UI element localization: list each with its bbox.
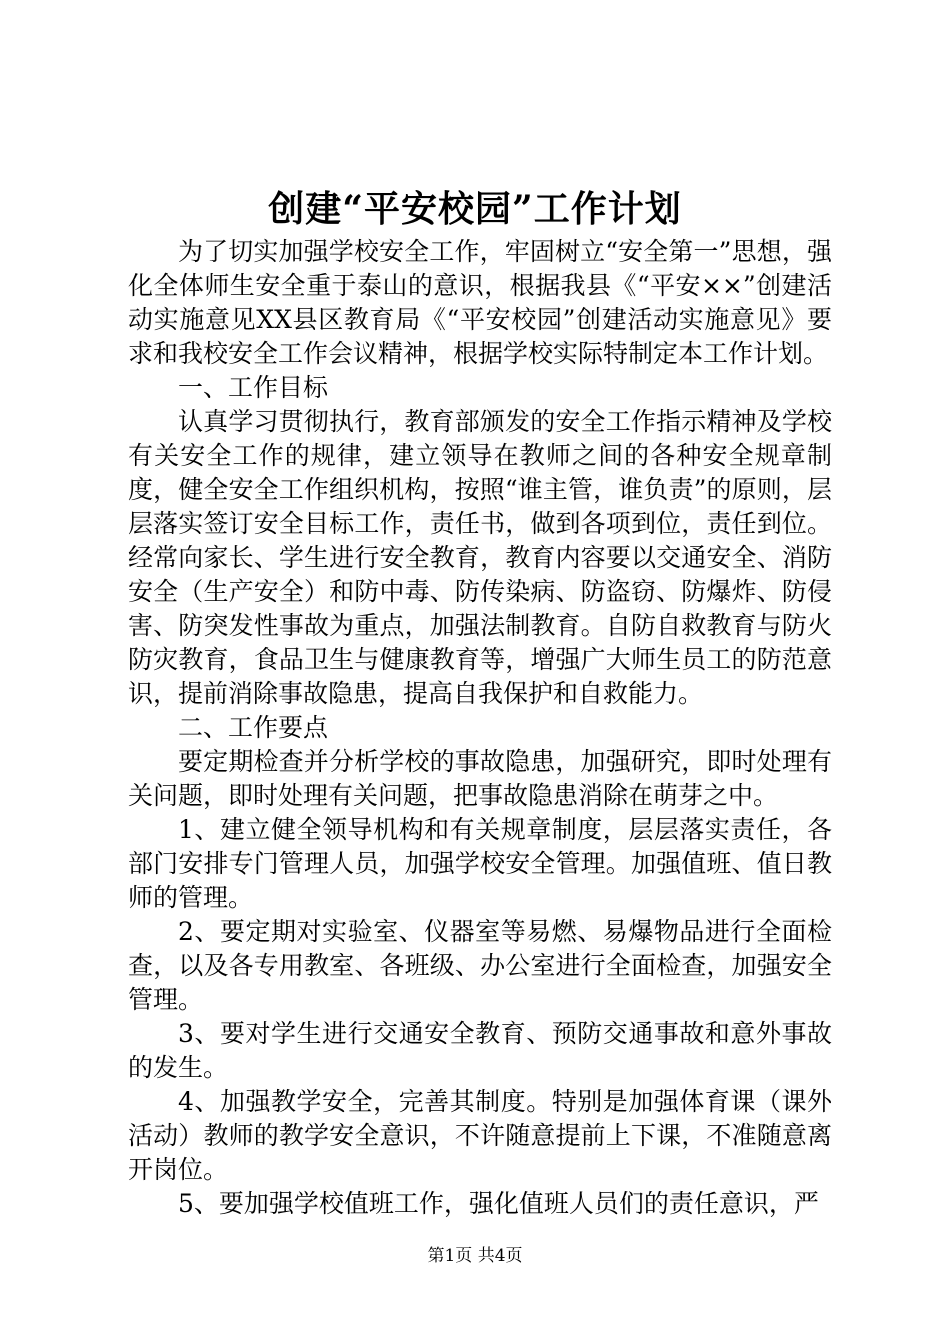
paragraph-goals: 认真学习贯彻执行，教育部颁发的安全工作指示精神及学校有关安全工作的规律，建立领导在教师之间的各种安全规章制度，健全安全工作组织机构，按照“谁主管，谁负责”的原则，层层落实签订安全目标工作，责任书，做到各项到位，责任到位。经常向家长、学生进行安全教育，教育内容要以交通安全、消防安全（生产安全）和防中毒、防传染病、防盗窃、防爆炸、防侵害、防突发性事故为重点，加强法制教育。自防自救教育与防火防灾教育，食品卫生与健康教育等，增强广大师生员工的防范意识，提前消除事故隐患，提高自我保护和自救能力。 [128, 407, 832, 708]
paragraph-item-2: 2、要定期对实验室、仪器室等易燃、易爆物品进行全面检查，以及各专用教室、各班级、办公室进行全面检查，加强安全管理。 [128, 917, 832, 1014]
paragraph-intro: 为了切实加强学校安全工作，牢固树立“安全第一”思想，强化全体师生安全重于泰山的意识，根据我县《“平安××”创建活动实施意见XX县区教育局《“平安校园”创建活动实施意见》要求和我校安全工作会议精神，根据学校实际特制定本工作计划。 [128, 237, 832, 368]
paragraph-key-points-intro: 要定期检查并分析学校的事故隐患，加强研究，即时处理有关问题，即时处理有关问题，把事故隐患消除在萌芽之中。 [128, 747, 832, 810]
document-title: 创建“平安校园”工作计划 [268, 188, 682, 230]
section-heading-goals: 一、工作目标 [178, 373, 329, 402]
page-footer: 第1页 共4页 [427, 1246, 523, 1266]
paragraph-item-4: 4、加强教学安全，完善其制度。特别是加强体育课（课外活动）教师的教学安全意识，不许随意提前上下课，不准随意离开岗位。 [128, 1087, 832, 1184]
paragraph-item-3: 3、要对学生进行交通安全教育、预防交通事故和意外事故的发生。 [128, 1019, 832, 1082]
paragraph-item-5: 5、要加强学校值班工作，强化值班人员们的责任意识，严 [178, 1189, 819, 1218]
document-body [128, 235, 832, 1221]
paragraph-item-1: 1、建立健全领导机构和有关规章制度，层层落实责任，各部门安排专门管理人员，加强学校安全管理。加强值班、值日教师的管理。 [128, 815, 832, 912]
section-heading-key-points: 二、工作要点 [178, 713, 329, 742]
